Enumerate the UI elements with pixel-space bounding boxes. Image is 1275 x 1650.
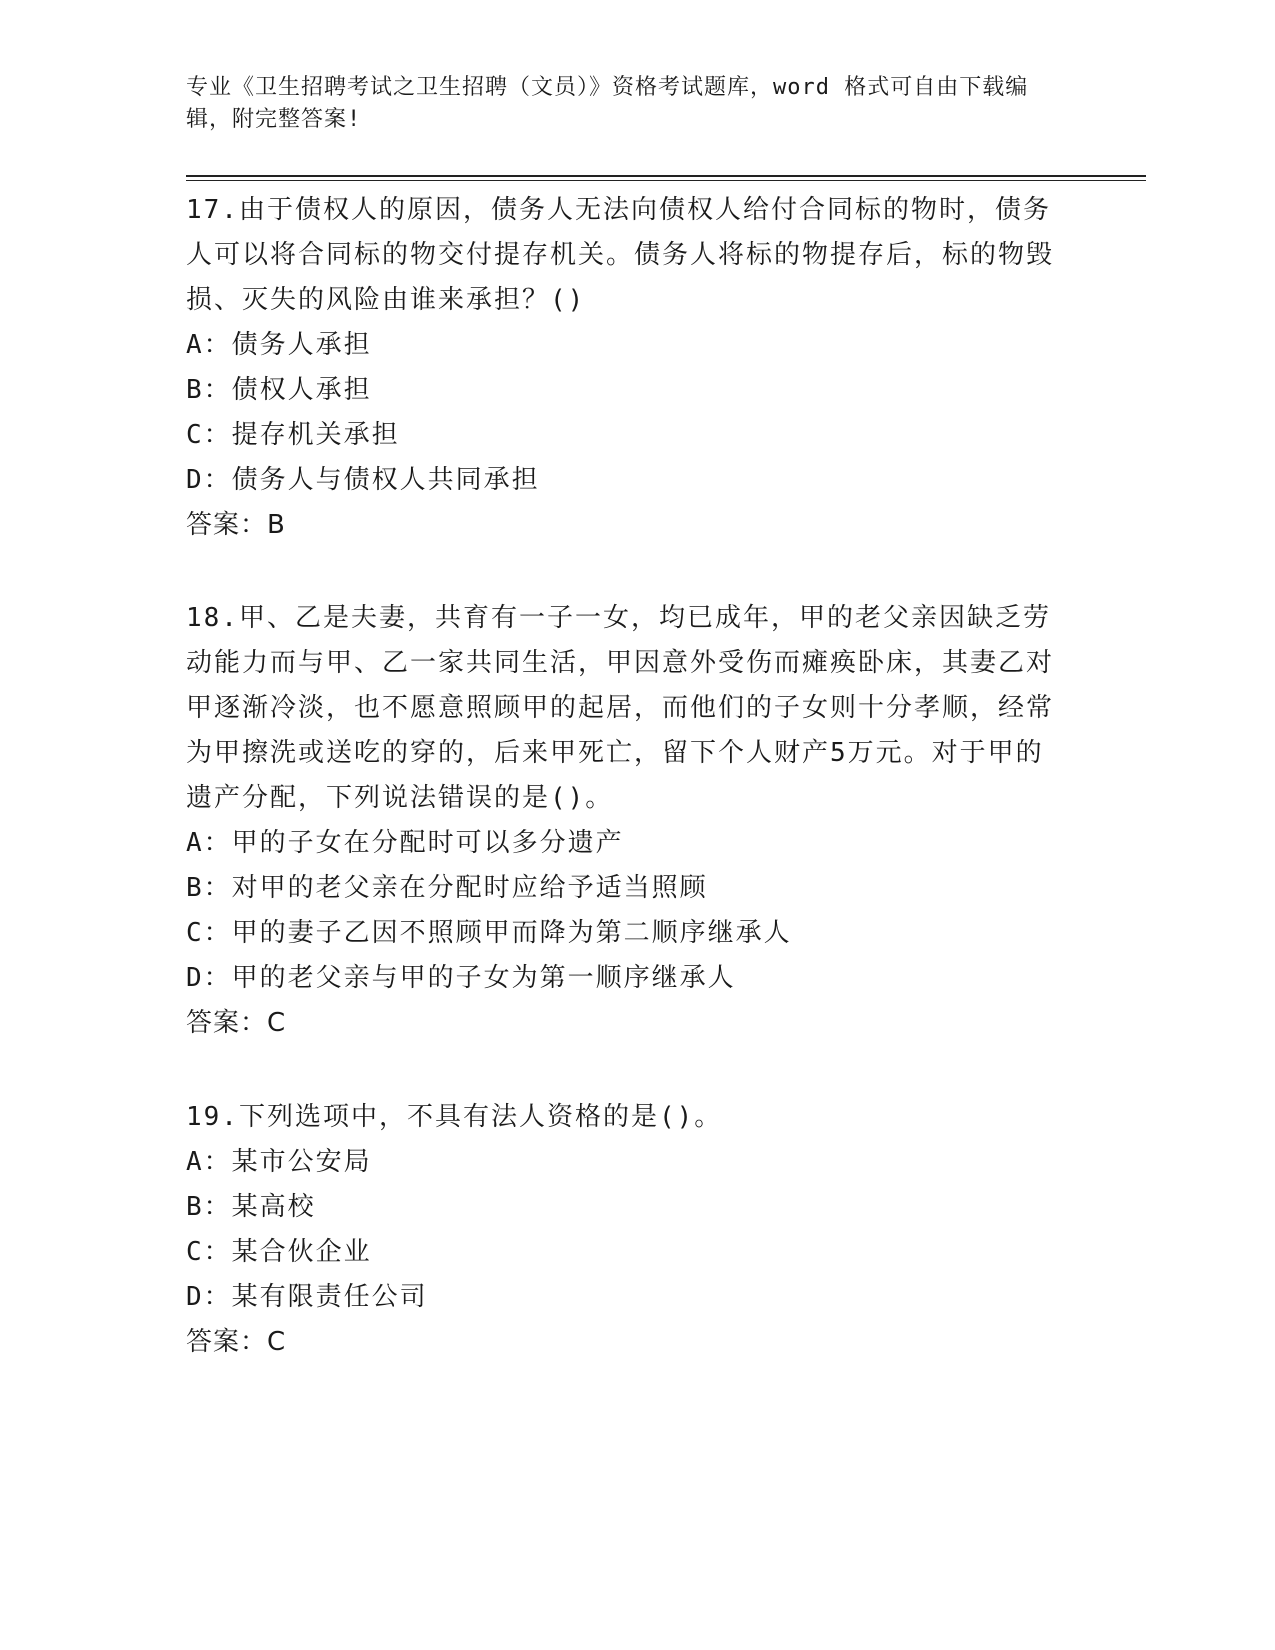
answer: 答案：B xyxy=(186,510,286,540)
option-b: B：债权人承担 xyxy=(186,375,372,405)
option-a: A：债务人承担 xyxy=(186,330,372,360)
document-header: 专业《卫生招聘考试之卫生招聘（文员）》资格考试题库，word 格式可自由下载编辑，附完整答案! xyxy=(186,75,1029,132)
answer: 答案：C xyxy=(186,1008,287,1038)
question-18 xyxy=(186,596,1066,1046)
option-d: D：甲的老父亲与甲的子女为第一顺序继承人 xyxy=(186,963,736,993)
question-stem: 18.甲、乙是夫妻，共育有一子一女，均已成年，甲的老父亲因缺乏劳动能力而与甲、乙一家共同生活，甲因意外受伤而瘫痪卧床，其妻乙对甲逐渐冷淡，也不愿意照顾甲的起居，而他们的子女则十分孝顺，经常为甲擦洗或送吃的穿的，后来甲死亡，留下个人财产5万元。对于甲的遗产分配，下列说法错误的是()。 xyxy=(186,603,1055,813)
option-b: B：某高校 xyxy=(186,1192,316,1222)
question-stem: 19.下列选项中，不具有法人资格的是()。 xyxy=(186,1102,723,1132)
question-stem: 17.由于债权人的原因，债务人无法向债权人给付合同标的物时，债务人可以将合同标的物交付提存机关。债务人将标的物提存后，标的物毁损、灭失的风险由谁来承担？() xyxy=(186,195,1055,315)
option-a: A：甲的子女在分配时可以多分遗产 xyxy=(186,828,624,858)
option-c: C：某合伙企业 xyxy=(186,1237,372,1267)
header-divider-thin xyxy=(186,180,1146,181)
option-c: C：甲的妻子乙因不照顾甲而降为第二顺序继承人 xyxy=(186,918,792,948)
question-17 xyxy=(186,188,1066,548)
option-a: A：某市公安局 xyxy=(186,1147,372,1177)
header-divider-thick xyxy=(186,175,1146,177)
option-d: D：债务人与债权人共同承担 xyxy=(186,465,540,495)
option-b: B：对甲的老父亲在分配时应给予适当照顾 xyxy=(186,873,708,903)
option-c: C：提存机关承担 xyxy=(186,420,400,450)
option-d: D：某有限责任公司 xyxy=(186,1282,428,1312)
answer: 答案：C xyxy=(186,1327,287,1357)
question-19 xyxy=(186,1095,1066,1365)
